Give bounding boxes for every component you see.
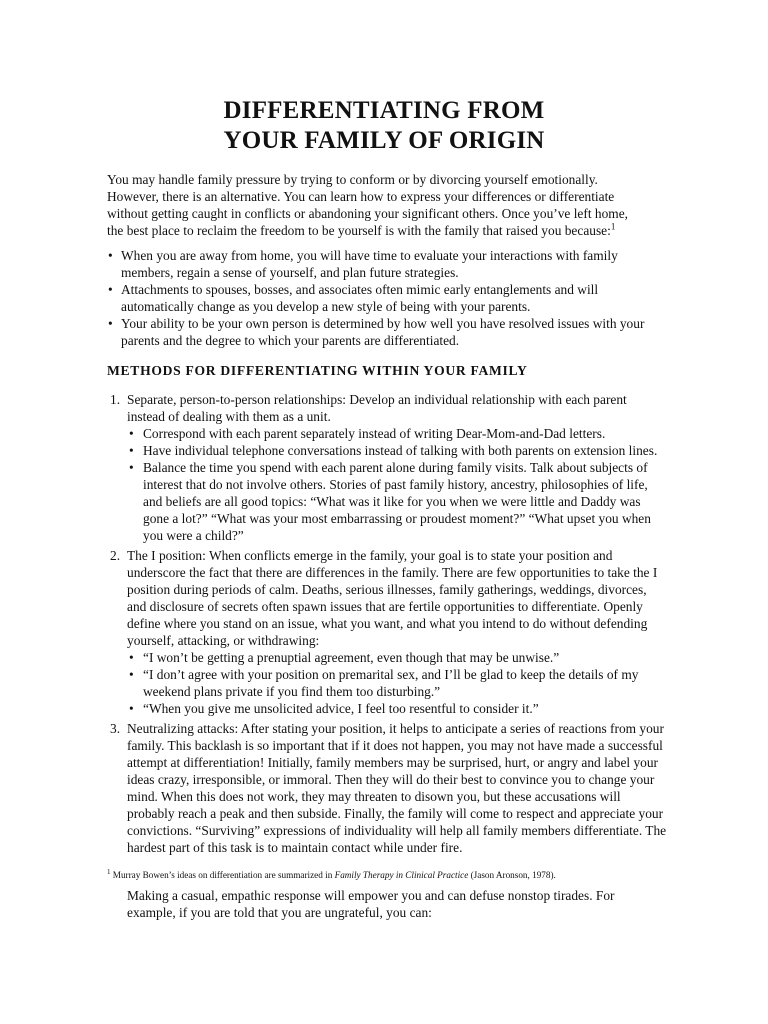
method-sub-bullet: • Correspond with each parent separately instead of writing Dear-Mom-and-Dad letters. [127, 425, 667, 442]
footnote-reference: 1 [610, 221, 616, 232]
method-text: Neutralizing attacks: After stating your position, it helps to anticipate a series of reactions from your family. This backlash is so important that if it does not happen, you may not have made a successful attempt at differentiation! Initially, family members may be surprised, hurt, or angry and label your ideas crazy, irresponsible, or immoral. Then they will do their best to convince you to change your mind. When this does not work, they may threaten to disown you, but these accusations will probably reach a peak and then subside. Finally, the family will come to respect and appreciate your convictions. “Surviving” expressions of individuality will help all family members differentiate. The hardest part of this task is to maintain contact while under fire. [127, 721, 667, 855]
method-sub-bullet: • “I won’t be getting a prenuptial agreement, even though that may be unwise.” [127, 649, 667, 666]
method-number: 2. [110, 548, 121, 563]
footnote-book-title: Family Therapy in Clinical Practice [334, 870, 469, 881]
method-number: 1. [110, 392, 121, 407]
title-line-2: YOUR FAMILY OF ORIGIN [223, 127, 545, 154]
intro-bullet-list [107, 247, 655, 349]
closing-paragraph: Making a casual, empathic response will empower you and can defuse nonstop tirades. For example, if you are told that you are ungrateful, you can: [127, 888, 615, 920]
intro-bullet: • Attachments to spouses, bosses, and associates often mimic early entanglements and will automatically change as you develop a new style of being with your parents. [107, 281, 655, 315]
section-heading: METHODS FOR DIFFERENTIATING WITHIN YOUR FAMILY [107, 363, 528, 378]
method-sub-bullet: • Have individual telephone conversations instead of talking with both parents on extension lines. [127, 442, 667, 459]
footnote [107, 866, 556, 881]
method-sub-list [127, 425, 667, 544]
intro-bullet: • Your ability to be your own person is determined by how well you have resolved issues with your parents and the degree to which your parents are differentiated. [107, 315, 655, 349]
footnote-suffix: (Jason Aronson, 1978). [468, 870, 556, 881]
methods-list [107, 391, 667, 856]
page-title [0, 96, 768, 156]
method-sub-bullet: • Balance the time you spend with each parent alone during family visits. Talk about subjects of interest that do not involve others. Stories of past family history, ancestry, philosophies of life, and beliefs are all good topics: “What was it like for you when we were little and Daddy was gone a lot?” “What was your most embarrassing or proudest moment?” “What upset you when you were a child?” [127, 459, 667, 544]
method-text: Separate, person-to-person relationships: Develop an individual relationship with each parent instead of dealing with them as a unit. [127, 392, 627, 424]
method-text: The I position: When conflicts emerge in the family, your goal is to state your position and underscore the fact that there are differences in the family. There are few opportunities to take the I position during periods of calm. Deaths, serious illnesses, family gatherings, weddings, divorces, and disclosure of secrets often spawn issues that are fertile opportunities to differentiate. Openly define where you stand on an issue, what you want, and what you intend to do without defending yourself, attacking, or withdrawing: [127, 548, 658, 648]
title-line-1: DIFFERENTIATING FROM [223, 97, 545, 124]
method-number: 3. [110, 721, 121, 736]
method-sub-bullet: • “I don’t agree with your position on premarital sex, and I’ll be glad to keep the details of my weekend plans private if you find them too disturbing.” [127, 666, 667, 700]
method-item [107, 547, 667, 717]
intro-paragraph-text: You may handle family pressure by trying to conform or by divorcing yourself emotionally. However, there is an alternative. You can learn how to express your differences or differentiate without getting caught in conflicts or abandoning your significant others. Once you’ve left home, the best place to reclaim the freedom to be yourself is with the family that raised you because: [107, 172, 628, 238]
intro-paragraph [107, 171, 637, 239]
method-sub-list [127, 649, 667, 717]
method-item [107, 391, 667, 544]
intro-bullet: • When you are away from home, you will have time to evaluate your interactions with family members, regain a sense of yourself, and plan future strategies. [107, 247, 655, 281]
method-item [107, 720, 667, 856]
method-sub-bullet: • “When you give me unsolicited advice, I feel too resentful to consider it.” [127, 700, 667, 717]
footnote-marker: 1 [107, 868, 111, 876]
footnote-prefix: Murray Bowen’s ideas on differentiation are summarized in [112, 870, 335, 881]
